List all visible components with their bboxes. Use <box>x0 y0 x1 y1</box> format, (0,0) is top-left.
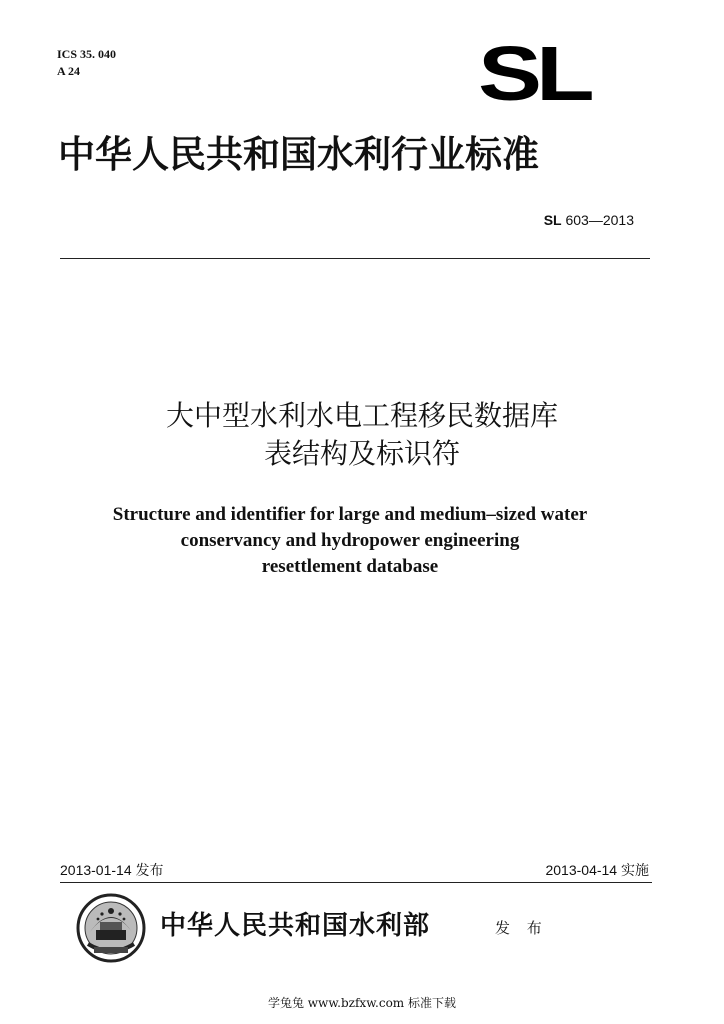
english-title-line-2: conservancy and hydropower engineering <box>180 530 520 551</box>
chinese-title-line-2: 表结构及标识符 <box>263 437 460 470</box>
english-title <box>0 502 700 580</box>
footer-watermark: 学兔兔 www.bzfxw.com 标准下载 <box>267 996 457 1010</box>
issue-date: 2013-01-14 发布 <box>60 862 164 878</box>
chinese-title <box>0 397 724 473</box>
classification-code: A 24 <box>57 64 81 78</box>
publish-label: 发 布 <box>495 919 542 937</box>
national-emblem-icon <box>74 892 148 964</box>
english-title-line-3: resettlement database <box>261 556 439 577</box>
standard-code: SL <box>543 212 562 228</box>
sl-logo: SL <box>478 31 589 117</box>
bottom-divider <box>60 882 652 883</box>
ics-code: ICS 35. 040 <box>57 47 117 61</box>
standard-year: 603—2013 <box>565 212 634 228</box>
english-title-line-1: Structure and identifier for large and medium–sized water <box>112 504 588 525</box>
top-divider <box>60 258 650 259</box>
chinese-title-line-1: 大中型水利水电工程移民数据库 <box>165 399 558 432</box>
implementation-date: 2013-04-14 实施 <box>545 862 649 878</box>
standard-number <box>544 212 634 228</box>
ics-classification <box>57 46 116 80</box>
series-title: 中华人民共和国水利行业标准 <box>58 132 539 176</box>
ministry-name: 中华人民共和国水利部 <box>160 911 431 941</box>
